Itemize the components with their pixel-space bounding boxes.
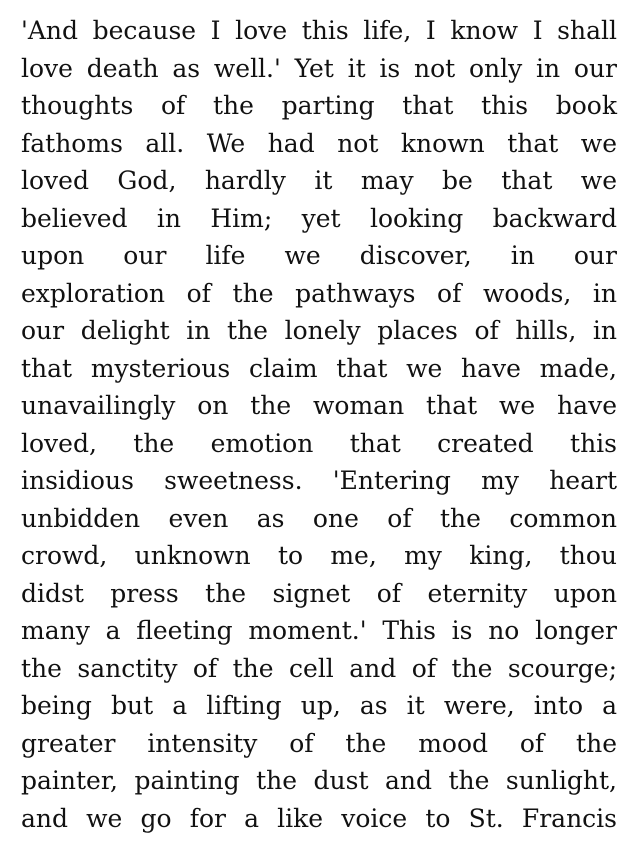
text-line: and we go for a like voice to St. Francis bbox=[21, 803, 617, 833]
text-line: insidious sweetness. 'Entering my heart bbox=[21, 466, 617, 495]
text-line: painter, painting the dust and the sunlight, bbox=[21, 766, 617, 795]
text-line: exploration of the pathways of woods, in bbox=[21, 278, 617, 308]
text-line: love death as well.' Yet it is not only in our bbox=[21, 53, 617, 83]
text-line: 'And because I love this life, I know I shall bbox=[21, 16, 617, 45]
text-line: greater intensity of the mood of the bbox=[21, 728, 617, 758]
text-line: unbidden even as one of the common bbox=[21, 503, 617, 533]
text-line: unavailingly on the woman that we have bbox=[21, 391, 617, 420]
book-page-text bbox=[21, 12, 617, 837]
text-line: didst press the signet of eternity upon bbox=[21, 578, 617, 608]
text-line: loved, the emotion that created this bbox=[21, 428, 617, 458]
text-line: loved God, hardly it may be that we bbox=[21, 166, 617, 195]
text-line: many a fleeting moment.' This is no longer bbox=[21, 616, 617, 645]
text-line: upon our life we discover, in our bbox=[21, 241, 617, 270]
text-line: the sanctity of the cell and of the scourge; bbox=[21, 653, 617, 683]
text-line: that mysterious claim that we have made, bbox=[21, 353, 617, 383]
text-line: fathoms all. We had not known that we bbox=[21, 128, 617, 158]
text-line: believed in Him; yet looking backward bbox=[21, 203, 617, 233]
text-line: crowd, unknown to me, my king, thou bbox=[21, 541, 617, 570]
text-line: being but a lifting up, as it were, into a bbox=[21, 691, 617, 720]
text-line: thoughts of the parting that this book bbox=[21, 91, 617, 120]
text-line: our delight in the lonely places of hills, in bbox=[21, 316, 617, 345]
